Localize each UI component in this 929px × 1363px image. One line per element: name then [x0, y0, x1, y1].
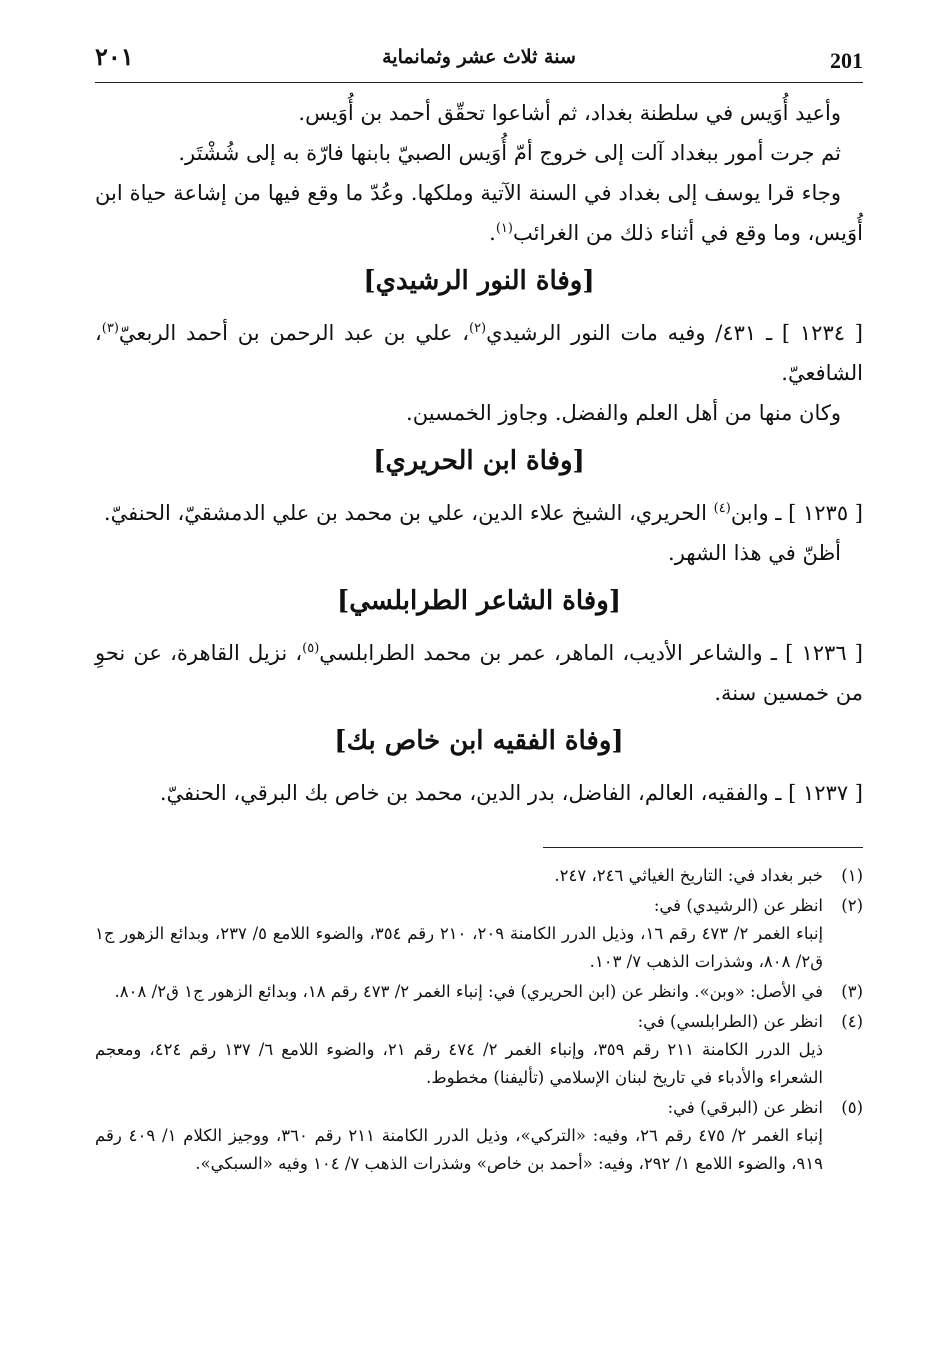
footnote-text: انظر عن (الرشيدي) في: [653, 896, 823, 915]
entry-text: [ ١٢٣٦ ] ـ والشاعر الأديب، الماهر، عمر بن محمد الطرابلسي [319, 641, 863, 665]
entry-paragraph: [ ١٢٣٧ ] ـ والفقيه، العالم، الفاضل، بدر الدين، محمد بن خاص بك البرقي، الحنفيّ. [159, 781, 863, 805]
page-header [95, 38, 863, 83]
entry-note: وكان منها من أهل العلم والفضل. وجاوز الخمسين. [406, 401, 841, 425]
intro-paragraph: وأعيد أُوَيس في سلطنة بغداد، ثم أشاعوا تحقّق أحمد بن أُوَيس. [298, 101, 841, 125]
section-title: [وفاة ابن الحريري] [373, 446, 585, 476]
footnote-ref[interactable]: (٥) [302, 641, 320, 656]
footnotes [95, 862, 863, 1178]
entry-text: [ ١٢٣٤ ] ـ ٤٣١/ وفيه مات النور الرشيدي [486, 321, 863, 345]
section-title: [وفاة الفقيه ابن خاص بك] [334, 726, 624, 756]
footnote-number: (١) [841, 866, 863, 885]
entry-text: ، الشافعيّ. [95, 321, 863, 385]
footnote [95, 978, 863, 1006]
footnote [95, 1094, 863, 1178]
book-page [95, 38, 863, 1328]
page-number-arabic: ٢٠١ [95, 42, 134, 71]
section-title: [وفاة النور الرشيدي] [363, 266, 595, 296]
intro-paragraph [95, 173, 863, 253]
entry-paragraph [95, 313, 863, 393]
entry-text: الحريري، الشيخ علاء الدين، علي بن محمد بن علي الدمشقيّ، الحنفيّ. [103, 501, 714, 525]
entry-text: ، نزيل القاهرة، عن نحوِ من خمسين سنة. [95, 641, 863, 705]
main-text [95, 93, 863, 813]
footnote-text: انظر عن (الطرابلسي) في: [637, 1012, 823, 1031]
intro-paragraph: ثم جرت أمور ببغداد آلت إلى خروج أمّ أُوَيس الصبيّ بابنها فارّة به إلى شُشْتَر. [178, 141, 841, 165]
footnote-divider [543, 847, 863, 848]
entry-note: أظنّ في هذا الشهر. [668, 541, 841, 565]
footnote-number: (٢) [841, 896, 863, 915]
page-number-latin: 201 [830, 48, 863, 73]
entry-text: [ ١٢٣٥ ] ـ وابن [730, 501, 863, 525]
footnote [95, 862, 863, 890]
footnote-number: (٣) [841, 982, 863, 1001]
footnote-number: (٥) [841, 1098, 863, 1117]
footnote-ref[interactable]: (٤) [713, 501, 731, 516]
section-title: [وفاة الشاعر الطرابلسي] [336, 586, 622, 616]
entry-text: ، علي بن عبد الرحمن بن أحمد الربعيّ [118, 321, 469, 345]
footnote [95, 892, 863, 976]
footnote-text: إنباء الغمر ٢/ ٤٧٣ رقم ١٦، وذيل الدرر الكامنة ٢٠٩، ٢١٠ رقم ٣٥٤، والضوء اللامع ٥/ ٢٣٧، وبدائع الزهور ج١ ق٢/ ٨٠٨، وشذرات الذهب ٧/ ١٠٣. [95, 924, 824, 971]
footnote [95, 1008, 863, 1092]
footnote-text: خبر بغداد في: التاريخ الغياثي ٢٤٦، ٢٤٧. [554, 866, 823, 885]
footnote-ref[interactable]: (٣) [101, 321, 119, 336]
footnote-ref[interactable]: (١) [495, 221, 513, 236]
running-title: سنة ثلاث عشر وثمانماية [382, 46, 576, 68]
footnote-text: انظر عن (البرقي) في: [667, 1098, 823, 1117]
footnote-number: (٤) [841, 1012, 863, 1031]
footnote-text: ذيل الدرر الكامنة ٢١١ رقم ٣٥٩، وإنباء الغمر ٢/ ٤٧٤ رقم ٢١، والضوء اللامع ٦/ ١٣٧ رقم ٤٢٤، ومعجم الشعراء والأدباء في تاريخ لبنان الإسلامي (تأليفنا) مخطوط. [95, 1040, 824, 1087]
intro-end: . [489, 221, 496, 245]
footnote-ref[interactable]: (٢) [468, 321, 487, 336]
intro-text: وجاء قرا يوسف إلى بغداد في السنة الآتية وملكها. وعُدّ ما وقع فيها من إشاعة حياة ابن أُوَيس، وما وقع في أثناء ذلك من الغرائب [95, 181, 863, 245]
footnote-text: في الأصل: «وبن». وانظر عن (ابن الحريري) في: إنباء الغمر ٢/ ٤٧٣ رقم ١٨، وبدائع الزهور ج١ ق٢/ ٨٠٨. [114, 982, 823, 1001]
footnote-text: إنباء الغمر ٢/ ٤٧٥ رقم ٢٦، وفيه: «التركي»، وذيل الدرر الكامنة ٢١١ رقم ٣٦٠، ووجيز الكلام ١/ ٤٠٩ رقم ٩١٩، والضوء اللامع ١/ ٢٩٢، وفيه: «أحمد بن خاص» وشذرات الذهب ٧/ ١٠٤ وفيه «السبكي». [95, 1126, 823, 1173]
entry-paragraph [95, 493, 863, 533]
entry-paragraph [95, 633, 863, 713]
